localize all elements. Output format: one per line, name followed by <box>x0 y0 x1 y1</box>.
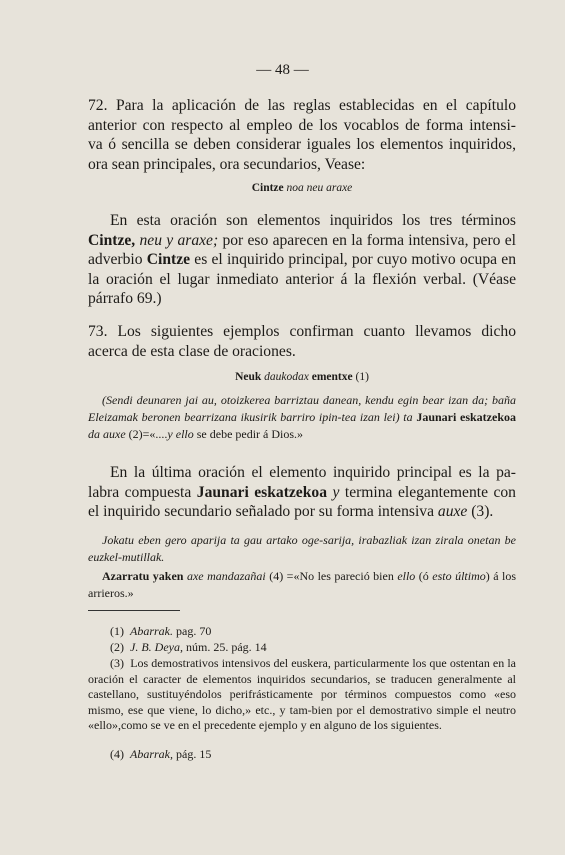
example-text: Jokatu eben gero aparija ta gau artako oge-sarija, irabazliak izan zirala onetan be euzkel-mutillak. <box>88 533 516 564</box>
paragraph-text: 73. Los siguientes ejemplos confirman cuanto llevamos dicho acerca de esta clase de oraciones. <box>88 323 516 360</box>
text-run: por eso aparecen en la forma intensiva, pero el adverbio <box>88 231 516 269</box>
quote-ref: (2)=«.... <box>125 427 168 441</box>
text-run: termina elegantemente con el inquirido secundario señalado por su forma intensiva <box>88 483 516 521</box>
text-run: En esta oración son elementos inquiridos los tres términos <box>110 212 516 229</box>
footnote-4 <box>88 747 516 763</box>
quote-text: y ello <box>167 427 194 441</box>
page-number: — 48 — <box>256 62 309 78</box>
bold-term: Cintze <box>146 251 191 269</box>
footnote-source: J. B. Deya, <box>130 640 183 654</box>
footnote-source: Abarrak. <box>130 624 173 638</box>
footnote-number: (3) <box>110 656 124 670</box>
text-run: es el inquirido principal, por cuyo motivo ocupa en la oración el lugar inmediato anterior á la flexión verbal. (Véase párrafo 69.) <box>88 251 516 308</box>
example-rest: daukodax <box>261 371 312 383</box>
paragraph-line: va ó sencilla se deben considerar iguales los elementos inquiridos, <box>88 136 516 154</box>
italic-term: auxe <box>437 503 468 521</box>
example-2 <box>88 371 516 383</box>
italic-term: neu y araxe; <box>135 231 219 249</box>
quote-block <box>88 392 516 443</box>
italic-term: axe mandazañai <box>183 569 266 583</box>
text-run: ) á los arrieros.» <box>88 569 517 600</box>
footnote-number: (4) <box>110 747 124 761</box>
paragraph-2 <box>88 211 516 309</box>
bold-term: Azarratu yaken <box>102 569 184 583</box>
quote-tail: se debe pedir á Dios.» <box>193 427 304 441</box>
footnote-text: Los demostrativos intensivos del euskera, particularmente los que ostentan en la oración el caracter de elementos inquiridos secundarios, se traducen generalmente al castellano, sustituyéndolos perifrásticamente por términos compuestos como «eso mismo, ese que viene, lo dicho,» etc., y tam-bien por el demostrativo simple el neutro «ello»,como se ve en el precedente ejemplo y en alguno de los siguientes. <box>88 656 516 732</box>
bold-term: Jaunari eskatzekoa <box>196 483 327 501</box>
text-run: (ó <box>415 569 433 583</box>
example-1 <box>88 182 516 194</box>
footnote-detail: pag. 70 <box>173 624 212 638</box>
text-run: (4) =«No les pareció bien <box>265 569 398 583</box>
footnote-source: Abarrak, <box>130 747 173 761</box>
example-term: Neuk <box>235 371 262 383</box>
example-3 <box>88 532 516 566</box>
paragraph-line: anterior con respecto al empleo de los vocablos de forma intensi- <box>88 116 516 134</box>
bold-term: Cintze, <box>88 231 136 249</box>
paragraph-line: ora sean principales, ora secundarios, Vease: <box>88 155 366 173</box>
example-term: ementxe <box>311 371 353 383</box>
paragraph-3 <box>88 463 516 522</box>
footnote-detail: núm. 25. pág. 14 <box>182 640 267 654</box>
paragraph-line: 72. Para la aplicación de las reglas establecidas en el capítulo <box>88 97 516 114</box>
paragraph-73 <box>88 322 516 361</box>
example-term: Cintze <box>251 182 284 194</box>
footnote-3 <box>88 656 516 734</box>
footnote-ref: (1) <box>352 371 369 383</box>
bold-term: Jaunari eskatzekoa <box>416 410 517 424</box>
footnote-1 <box>88 624 516 640</box>
quote-text: da auxe <box>88 427 126 441</box>
footnote-divider <box>88 610 180 611</box>
footnote-number: (2) <box>110 640 124 654</box>
example-rest: noa neu araxe <box>283 182 353 194</box>
paragraph-72 <box>88 96 516 174</box>
example-4 <box>88 568 516 602</box>
italic-term: y <box>327 483 340 501</box>
footnote-number: (1) <box>110 624 124 638</box>
footnote-detail: pág. 15 <box>173 747 212 761</box>
italic-term: esto último <box>432 569 486 583</box>
text-run: (3). <box>467 503 494 521</box>
quote-text: (Sendi deunaren jai au, otoizkerea barriztau danean, kendu egin bear izan da; baña Eleizamak beronen bearrizana ikusirik barriro ipin-tea izan lei) ta <box>88 393 516 424</box>
italic-term: ello <box>397 569 416 583</box>
footnote-2 <box>88 640 516 656</box>
text-run: En la última oración el elemento inquirido principal es la pa-labra compuesta <box>88 464 516 501</box>
